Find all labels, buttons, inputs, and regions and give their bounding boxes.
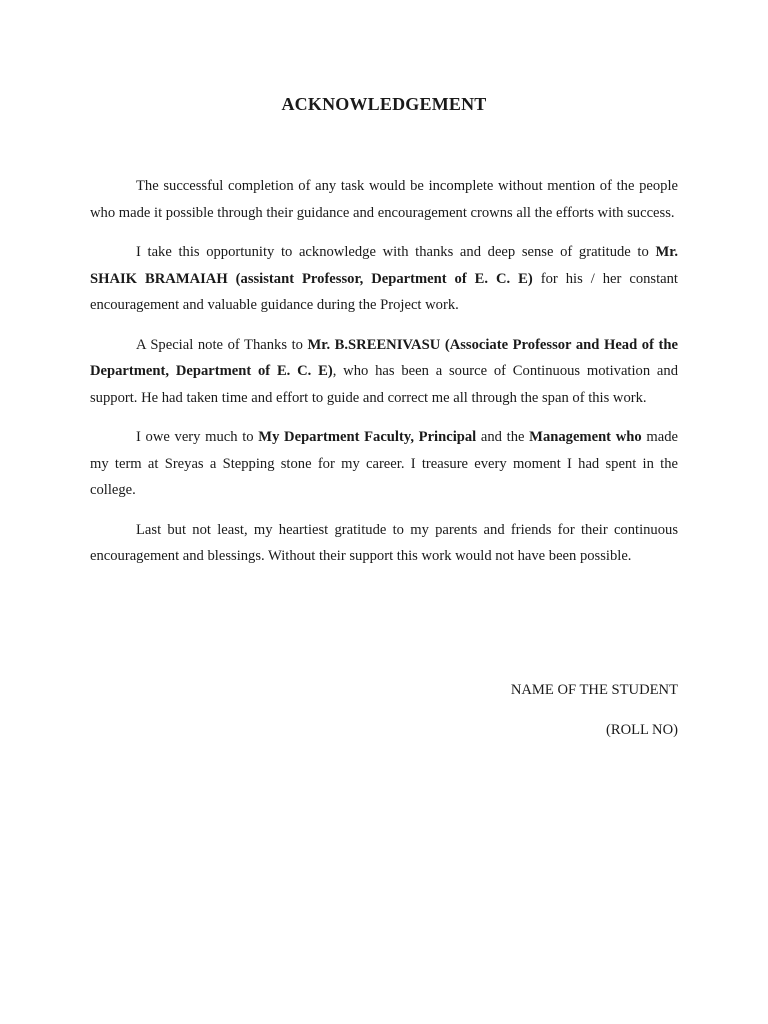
guide-name: Mr. SHAIK BRAMAIAH (assistant Professor, Department of E. C. E) <box>90 244 678 287</box>
paragraph-1-text: The successful completion of any task would be incomplete without mention of the people who made it possible through their guidance and encouragement crowns all the efforts with success. <box>90 178 678 221</box>
paragraph-1 <box>90 173 678 226</box>
paragraph-2 <box>90 239 678 319</box>
paragraph-2-text-a: I take this opportunity to acknowledge with thanks and deep sense of gratitude to <box>136 244 656 260</box>
paragraph-3-text-a: A Special note of Thanks to <box>136 336 308 353</box>
paragraph-3 <box>90 332 678 412</box>
page-title: ACKNOWLEDGEMENT <box>281 94 487 114</box>
faculty-principal: My Department Faculty, Principal <box>258 429 477 445</box>
paragraph-2-text-c: for his / her constant encouragement and valuable guidance during the Project work. <box>90 270 678 313</box>
management: Management who <box>529 429 642 445</box>
paragraph-4-text-a: I owe very much to <box>136 429 259 445</box>
document-body <box>90 173 678 583</box>
paragraph-5 <box>90 517 678 570</box>
student-name: NAME OF THE STUDENT <box>510 682 678 698</box>
paragraph-4-text-c: and the <box>476 429 530 445</box>
paragraph-4 <box>90 424 678 504</box>
roll-number: (ROLL NO) <box>605 722 678 738</box>
paragraph-4-text-e: made my term at Sreyas a Stepping stone for my career. I treasure every moment I had spent in the college. <box>90 429 678 498</box>
paragraph-5-text: Last but not least, my heartiest gratitude to my parents and friends for their continuous encouragement and blessings. Without their support this work would not have been possible. <box>90 521 678 564</box>
hod-name: Mr. B.SREENIVASU (Associate Professor and Head of the Department, Department of E. C. E) <box>90 336 678 379</box>
paragraph-3-text-c: , who has been a source of Continuous motivation and support. He had taken time and effort to guide and correct me all through the span of this work. <box>90 363 679 406</box>
